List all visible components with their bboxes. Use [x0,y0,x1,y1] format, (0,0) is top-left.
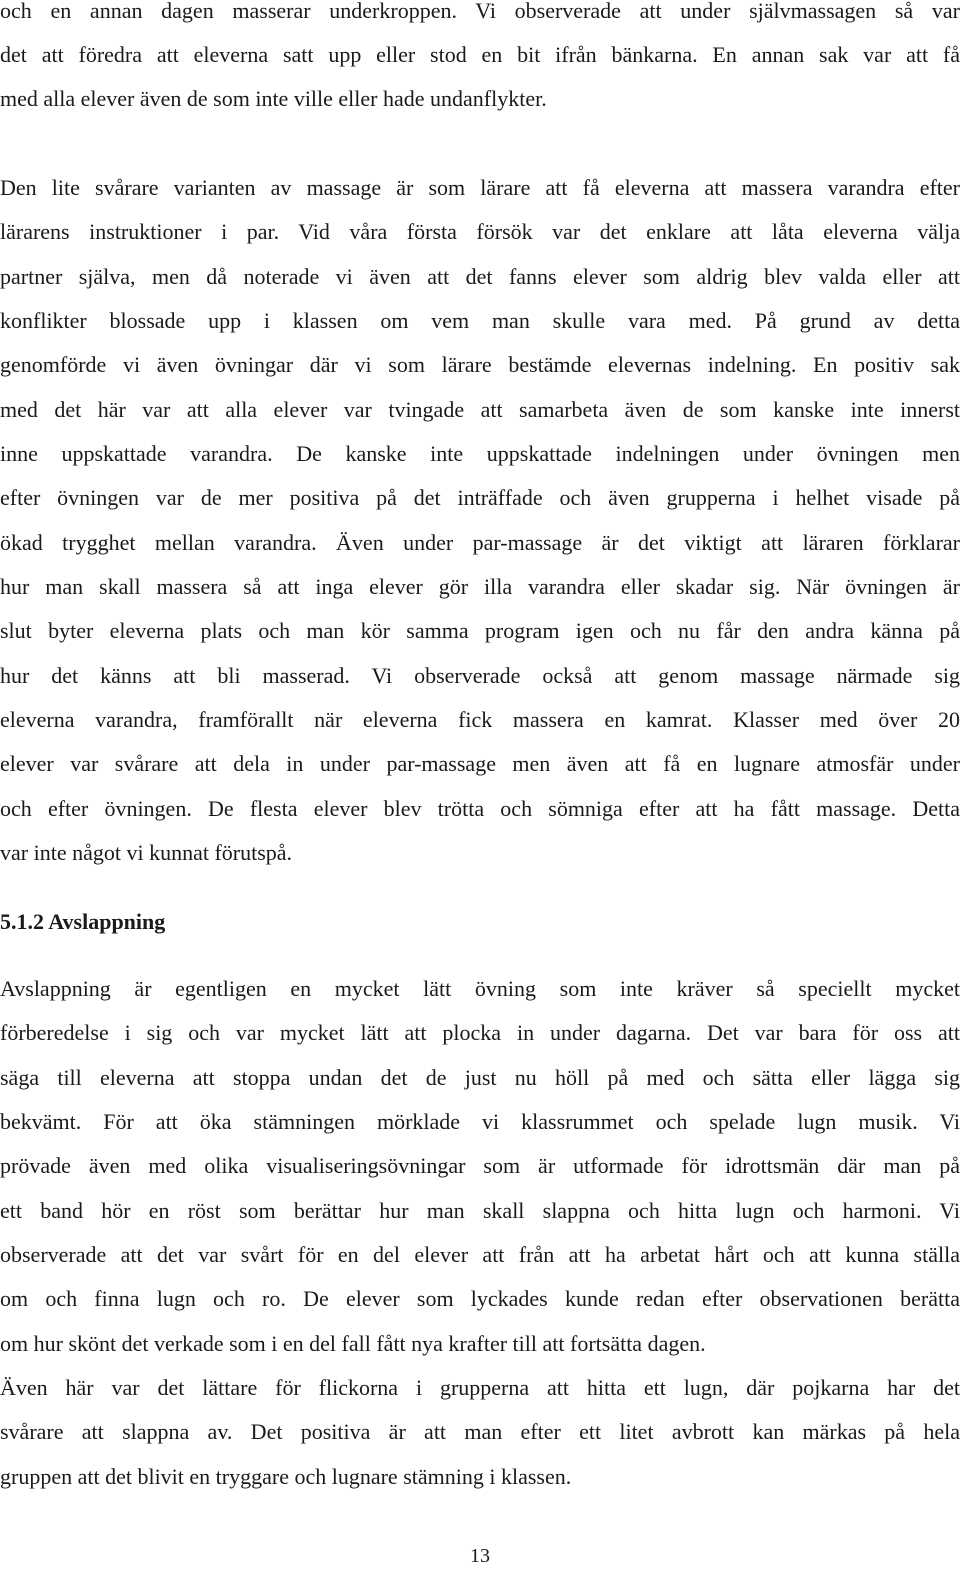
text-line: observerade att det var svårt för en del elever att från att ha arbetat hårt och att kunna ställa [0,1242,960,1267]
text-line: svårare att slappna av. Det positiva är att man efter ett litet avbrott kan märkas på hela [0,1419,960,1444]
text-line: Avslappning är egentligen en mycket lätt övning som inte kräver så speciellt mycket [0,976,960,1001]
text-line: inne uppskattade varandra. De kanske inte uppskattade indelningen under övningen men [0,441,960,466]
section-heading: 5.1.2 Avslappning [0,909,166,934]
text-line: bekvämt. För att öka stämningen mörklade vi klassrummet och spelade lugn musik. Vi [0,1109,960,1134]
text-line: om hur skönt det verkade som i en del fall fått nya krafter till att fortsätta dagen. [0,1331,706,1356]
text-line: med alla elever även de som inte ville eller hade undanflykter. [0,86,547,111]
text-line: hur man skall massera så att inga elever gör illa varandra eller skadar sig. När övningen är [0,574,960,599]
text-line: Även här var det lättare för flickorna i grupperna att hitta ett lugn, där pojkarna har det [0,1375,960,1400]
text-line: med det här var att alla elever var tvingade att samarbeta även de som kanske inte innerst [0,397,960,422]
text-line: säga till eleverna att stoppa undan det de just nu höll på med och sätta eller lägga sig [0,1065,960,1090]
text-line: partner själva, men då noterade vi även att det fanns elever som aldrig blev valda eller att [0,264,960,289]
text-line: genomförde vi även övningar där vi som lärare bestämde elevernas indelning. En positiv sak [0,352,960,377]
text-line: ökad trygghet mellan varandra. Även under par-massage är det viktigt att läraren förklarar [0,530,960,555]
text-line: elever var svårare att dela in under par-massage men även att få en lugnare atmosfär under [0,751,960,776]
text-line: och efter övningen. De flesta elever blev trötta och sömniga efter att ha fått massage. Detta [0,796,960,821]
text-line: om och finna lugn och ro. De elever som lyckades kunde redan efter observationen berätta [0,1286,960,1311]
text-line: eleverna varandra, framförallt när eleverna fick massera en kamrat. Klasser med över 20 [0,707,960,732]
text-line: slut byter eleverna plats och man kör samma program igen och nu får den andra känna på [0,618,960,643]
text-line: var inte något vi kunnat förutspå. [0,840,293,865]
text-line: Den lite svårare varianten av massage är som lärare att få eleverna att massera varandra efter [0,175,960,200]
page-number: 13 [470,1545,490,1567]
text-line: prövade även med olika visualiseringsövningar som är utformade för idrottsmän där man på [0,1153,960,1178]
text-line: hur det känns att bli masserad. Vi observerade också att genom massage närmade sig [0,663,960,688]
text-line: konflikter blossade upp i klassen om vem man skulle vara med. På grund av detta [0,308,960,333]
text-line: lärarens instruktioner i par. Vid våra första försök var det enklare att låta eleverna välja [0,219,960,244]
text-line: gruppen att det blivit en tryggare och lugnare stämning i klassen. [0,1464,572,1489]
text-line: efter övningen var de mer positiva på det inträffade och även grupperna i helhet visade på [0,485,960,510]
text-line: ett band hör en röst som berättar hur man skall slappna och hitta lugn och harmoni. Vi [0,1198,960,1223]
text-line: och en annan dagen masserar underkroppen. Vi observerade att under självmassagen så var [0,0,960,23]
text-line: förberedelse i sig och var mycket lätt att plocka in under dagarna. Det var bara för oss att [0,1020,960,1045]
text-line: det att föredra att eleverna satt upp eller stod en bit ifrån bänkarna. En annan sak var att få [0,42,960,67]
